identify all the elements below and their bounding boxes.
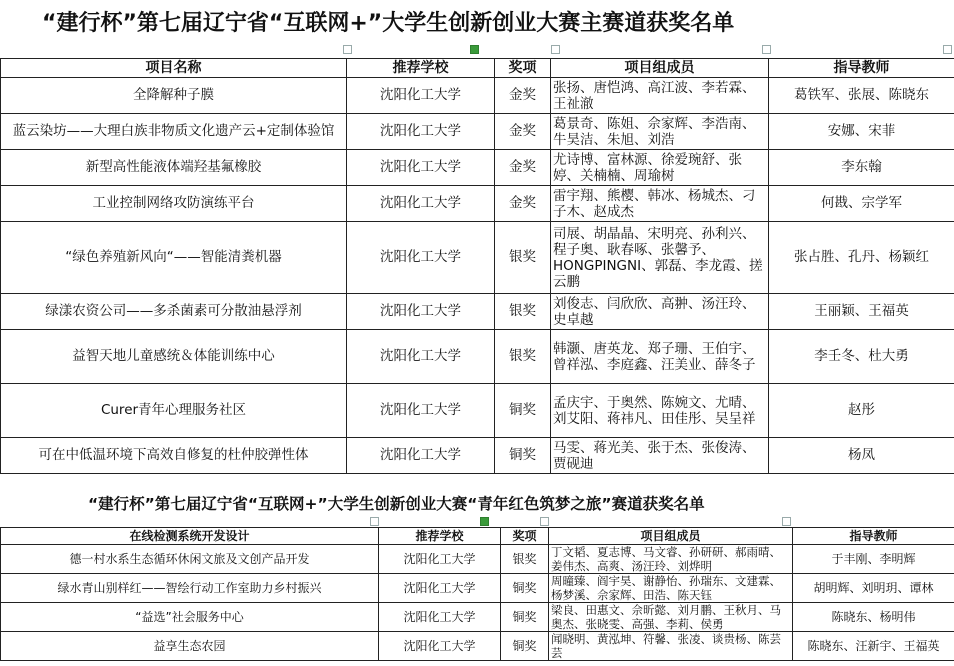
table-row [1,330,954,384]
main-track-title: “建行杯”第七届辽宁省“互联网+”大学生创新创业大赛主赛道获奖名单 [42,11,735,36]
table-row [1,545,954,574]
header-project: 在线检测系统开发设计 [1,528,379,545]
filter-markers-top [0,45,954,55]
school-cell: 沈阳化工大学 [347,150,495,186]
filter-dropdown-icon[interactable] [762,45,771,54]
filter-dropdown-icon[interactable] [551,45,560,54]
members-cell: 葛景奇、陈姐、佘家辉、李浩南、牛昊洁、朱旭、刘浩 [551,114,769,150]
filter-active-icon[interactable] [480,517,489,526]
table-header-row [1,59,954,78]
members-cell: 周曈臻、阎宇昊、谢静怡、孙瑞东、文建霖、杨梦溪、佘家辉、田浩、陈天钰 [549,574,793,603]
award-cell: 铜奖 [501,603,549,632]
table-header-row [1,528,954,545]
members-cell: 梁良、田惠文、佘昕懿、刘月鹏、王秋月、马奥杰、张晓雯、高强、李莉、侯勇 [549,603,793,632]
filter-markers-bottom [0,517,954,527]
table-row [1,294,954,330]
teachers-cell: 胡明辉、刘明玥、谭林 [793,574,954,603]
teachers-cell: 赵彤 [769,384,954,438]
project-cell: 全降解种子膜 [1,78,347,114]
members-cell: 司展、胡晶晶、宋明亮、孙利兴、程子奥、耿春啄、张馨予、HONGPINGNI、郭磊、李龙霞、搓云鹏 [551,222,769,294]
project-cell: 益智天地儿童感统＆体能训练中心 [1,330,347,384]
header-award: 奖项 [495,59,551,78]
table-row [1,186,954,222]
project-cell: 可在中低温环境下高效自修复的杜仲胶弹性体 [1,438,347,474]
teachers-cell: 王丽颖、王福英 [769,294,954,330]
table-row [1,222,954,294]
red-dream-track-title: “建行杯”第七届辽宁省“互联网+”大学生创新创业大赛“青年红色筑梦之旅”赛道获奖名单 [88,495,705,513]
table-row [1,150,954,186]
school-cell: 沈阳化工大学 [379,603,501,632]
award-cell: 金奖 [495,150,551,186]
project-cell: Curer青年心理服务社区 [1,384,347,438]
filter-dropdown-icon[interactable] [370,517,379,526]
members-cell: 马雯、蒋光美、张于杰、张俊涛、贾砚迪 [551,438,769,474]
school-cell: 沈阳化工大学 [347,114,495,150]
award-cell: 铜奖 [501,632,549,661]
header-project: 项目名称 [1,59,347,78]
header-school: 推荐学校 [347,59,495,78]
award-cell: 银奖 [495,294,551,330]
school-cell: 沈阳化工大学 [379,574,501,603]
project-cell: 益享生态农园 [1,632,379,661]
main-track-table [0,58,954,474]
school-cell: 沈阳化工大学 [347,438,495,474]
award-cell: 铜奖 [501,574,549,603]
project-cell: 工业控制网络攻防演练平台 [1,186,347,222]
table-row [1,438,954,474]
filter-active-icon[interactable] [470,45,479,54]
filter-dropdown-icon[interactable] [782,517,791,526]
members-cell: 雷宇翔、熊樱、韩冰、杨城杰、刁子木、赵成杰 [551,186,769,222]
award-cell: 银奖 [495,222,551,294]
header-award: 奖项 [501,528,549,545]
table-row [1,78,954,114]
project-cell: 蓝云染坊——大理白族非物质文化遗产云+定制体验馆 [1,114,347,150]
school-cell: 沈阳化工大学 [347,294,495,330]
members-cell: 闻晓明、黄泓坤、符馨、张凌、谈贵杨、陈芸芸 [549,632,793,661]
school-cell: 沈阳化工大学 [347,222,495,294]
members-cell: 张扬、唐恺鸿、高江波、李若霖、王祉澈 [551,78,769,114]
school-cell: 沈阳化工大学 [379,545,501,574]
header-teachers: 指导教师 [769,59,954,78]
teachers-cell: 安娜、宋菲 [769,114,954,150]
filter-dropdown-icon[interactable] [540,517,549,526]
teachers-cell: 李壬冬、杜大勇 [769,330,954,384]
school-cell: 沈阳化工大学 [347,186,495,222]
school-cell: 沈阳化工大学 [347,384,495,438]
table-row [1,574,954,603]
members-cell: 刘俊志、闫欣欣、高翀、汤汪玲、史卓越 [551,294,769,330]
project-cell: “绿色养殖新风向“——智能清粪机器 [1,222,347,294]
header-teachers: 指导教师 [793,528,954,545]
teachers-cell: 李东翰 [769,150,954,186]
school-cell: 沈阳化工大学 [379,632,501,661]
members-cell: 丁文韬、夏志博、马文睿、孙研研、郝雨晴、姜伟杰、高爽、汤汪玲、刘烨明 [549,545,793,574]
school-cell: 沈阳化工大学 [347,78,495,114]
teachers-cell: 葛铁军、张展、陈晓东 [769,78,954,114]
award-cell: 银奖 [495,330,551,384]
project-cell: 德一村水系生态循环休闲文旅及文创产品开发 [1,545,379,574]
table-row [1,114,954,150]
header-members: 项目组成员 [551,59,769,78]
project-cell: 绿水青山别样红——智绘行动工作室助力乡村振兴 [1,574,379,603]
table-row [1,632,954,661]
award-cell: 银奖 [501,545,549,574]
teachers-cell: 张占胜、孔丹、杨颖红 [769,222,954,294]
members-cell: 孟庆宇、于奥然、陈婉文、尤晴、刘艾阳、蒋祎凡、田佳彤、吴呈祥 [551,384,769,438]
header-school: 推荐学校 [379,528,501,545]
award-cell: 金奖 [495,186,551,222]
members-cell: 韩灏、唐英龙、郑子珊、王伯宇、曾祥泓、李庭鑫、汪美业、薛冬子 [551,330,769,384]
project-cell: “益选”社会服务中心 [1,603,379,632]
red-dream-track-table [0,527,954,661]
teachers-cell: 陈晓东、杨明伟 [793,603,954,632]
project-cell: 绿漾农资公司——多杀菌素可分散油悬浮剂 [1,294,347,330]
school-cell: 沈阳化工大学 [347,330,495,384]
table-row [1,603,954,632]
award-cell: 铜奖 [495,384,551,438]
table-row [1,384,954,438]
header-members: 项目组成员 [549,528,793,545]
teachers-cell: 何戡、宗学军 [769,186,954,222]
members-cell: 尤诗博、富林源、徐爱琬舒、张婷、关楠楠、周瑜树 [551,150,769,186]
teachers-cell: 于丰刚、李明辉 [793,545,954,574]
award-cell: 金奖 [495,114,551,150]
filter-dropdown-icon[interactable] [343,45,352,54]
award-cell: 金奖 [495,78,551,114]
filter-dropdown-icon[interactable] [943,45,952,54]
project-cell: 新型高性能液体端羟基氟橡胶 [1,150,347,186]
teachers-cell: 陈晓东、汪新宇、王福英 [793,632,954,661]
award-cell: 铜奖 [495,438,551,474]
teachers-cell: 杨凤 [769,438,954,474]
